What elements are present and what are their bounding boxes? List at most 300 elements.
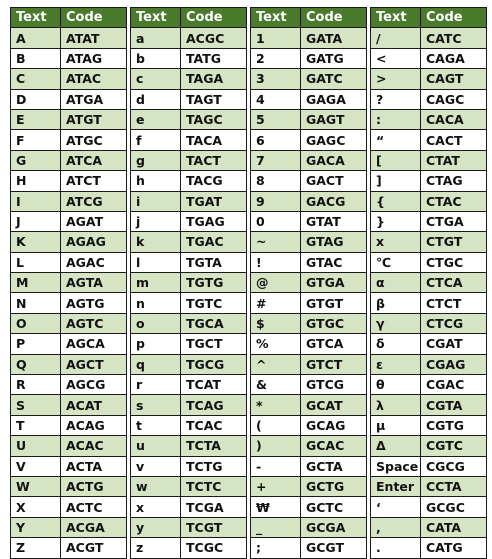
header-row xyxy=(371,8,487,28)
code-cell: ATAT xyxy=(61,28,127,48)
text-cell: J xyxy=(11,211,61,231)
text-cell: θ xyxy=(371,375,421,395)
table-row xyxy=(371,273,487,293)
table-row xyxy=(11,273,127,293)
table-row xyxy=(251,191,367,211)
text-cell: Q xyxy=(11,354,61,374)
text-cell: w xyxy=(131,476,181,496)
text-cell: a xyxy=(131,28,181,48)
table-row xyxy=(371,476,487,496)
code-cell: CATG xyxy=(421,538,487,558)
code-cell: AGAG xyxy=(61,232,127,252)
text-cell: R xyxy=(11,375,61,395)
code-cell: CTCG xyxy=(421,313,487,333)
code-cell: ATAC xyxy=(61,69,127,89)
text-cell: s xyxy=(131,395,181,415)
table-row xyxy=(251,109,367,129)
code-cell: GCTC xyxy=(301,497,367,517)
text-cell: > xyxy=(371,69,421,89)
code-cell: AGCG xyxy=(61,375,127,395)
table-row xyxy=(251,89,367,109)
table-row xyxy=(131,130,247,150)
table-row xyxy=(11,89,127,109)
table-row xyxy=(11,293,127,313)
text-cell: ₩ xyxy=(251,497,301,517)
text-cell: E xyxy=(11,109,61,129)
code-cell: GTAG xyxy=(301,232,367,252)
table-row xyxy=(371,191,487,211)
table-row xyxy=(131,28,247,48)
code-cell: AGTG xyxy=(61,293,127,313)
text-cell: 6 xyxy=(251,130,301,150)
text-cell: i xyxy=(131,191,181,211)
text-cell: r xyxy=(131,375,181,395)
table-row xyxy=(251,415,367,435)
code-cell: GTCA xyxy=(301,334,367,354)
table-row xyxy=(11,375,127,395)
text-cell: v xyxy=(131,456,181,476)
code-cell: GCTA xyxy=(301,456,367,476)
table-row xyxy=(131,232,247,252)
text-cell: α xyxy=(371,273,421,293)
code-cell: TGCA xyxy=(181,313,247,333)
code-cell: TGTC xyxy=(181,293,247,313)
text-cell: f xyxy=(131,130,181,150)
text-cell: } xyxy=(371,211,421,231)
text-cell: ‘ xyxy=(371,497,421,517)
text-cell: H xyxy=(11,171,61,191)
code-cell: CGTA xyxy=(421,395,487,415)
text-cell: % xyxy=(251,334,301,354)
table-row xyxy=(11,436,127,456)
table-row xyxy=(371,538,487,558)
code-cell: AGTC xyxy=(61,313,127,333)
table-row xyxy=(371,232,487,252)
table-row xyxy=(131,415,247,435)
table-row xyxy=(131,69,247,89)
text-cell: ? xyxy=(371,89,421,109)
table-row xyxy=(11,109,127,129)
header-text: Text xyxy=(371,8,421,28)
code-cell: ACGT xyxy=(61,538,127,558)
code-cell: GATC xyxy=(301,69,367,89)
code-cell: AGAT xyxy=(61,211,127,231)
table-row xyxy=(371,354,487,374)
code-cell: CTAG xyxy=(421,171,487,191)
text-cell: I xyxy=(11,191,61,211)
text-cell: t xyxy=(131,415,181,435)
text-cell: ε xyxy=(371,354,421,374)
text-cell: * xyxy=(251,395,301,415)
code-cell: GTGT xyxy=(301,293,367,313)
text-cell: V xyxy=(11,456,61,476)
code-cell: CTCA xyxy=(421,273,487,293)
code-cell: GTAC xyxy=(301,252,367,272)
table-row xyxy=(11,313,127,333)
code-cell: ACTA xyxy=(61,456,127,476)
text-cell: 2 xyxy=(251,48,301,68)
table-row xyxy=(11,456,127,476)
table-row xyxy=(131,211,247,231)
code-cell: TGAG xyxy=(181,211,247,231)
code-cell: ATCT xyxy=(61,171,127,191)
code-cell: TACG xyxy=(181,171,247,191)
text-cell: γ xyxy=(371,313,421,333)
table-row xyxy=(371,436,487,456)
code-table-digits-symbols xyxy=(250,7,367,559)
code-cell: CCTA xyxy=(421,476,487,496)
table-row xyxy=(371,375,487,395)
code-cell: GTGC xyxy=(301,313,367,333)
text-cell: q xyxy=(131,354,181,374)
code-cell: ATCA xyxy=(61,150,127,170)
text-cell: u xyxy=(131,436,181,456)
header-row xyxy=(131,8,247,28)
code-cell: ACAC xyxy=(61,436,127,456)
table-row xyxy=(251,497,367,517)
code-cell: TCTA xyxy=(181,436,247,456)
text-cell: Z xyxy=(11,538,61,558)
header-code: Code xyxy=(61,8,127,28)
code-cell: CACT xyxy=(421,130,487,150)
code-cell: ACAT xyxy=(61,395,127,415)
table-row xyxy=(11,211,127,231)
code-cell: CTGC xyxy=(421,252,487,272)
table-row xyxy=(251,456,367,476)
table-row xyxy=(251,171,367,191)
code-cell: TCGC xyxy=(181,538,247,558)
text-cell: y xyxy=(131,517,181,537)
text-cell: G xyxy=(11,150,61,170)
table-row xyxy=(131,476,247,496)
code-cell: ACGA xyxy=(61,517,127,537)
code-cell: CTCT xyxy=(421,293,487,313)
code-cell: AGCA xyxy=(61,334,127,354)
table-row xyxy=(131,293,247,313)
table-row xyxy=(11,232,127,252)
table-row xyxy=(131,497,247,517)
table-row xyxy=(371,293,487,313)
text-cell: l xyxy=(131,252,181,272)
text-cell: ] xyxy=(371,171,421,191)
table-row xyxy=(371,313,487,333)
code-cell: AGAC xyxy=(61,252,127,272)
table-row xyxy=(11,48,127,68)
code-cell: GTCT xyxy=(301,354,367,374)
text-cell: 9 xyxy=(251,191,301,211)
table-row xyxy=(251,538,367,558)
table-row xyxy=(371,497,487,517)
table-row xyxy=(131,354,247,374)
text-cell: ( xyxy=(251,415,301,435)
code-cell: CATA xyxy=(421,517,487,537)
table-row xyxy=(11,150,127,170)
table-row xyxy=(131,538,247,558)
text-cell: [ xyxy=(371,150,421,170)
text-cell: 1 xyxy=(251,28,301,48)
code-cell: TGTA xyxy=(181,252,247,272)
code-cell: TCTC xyxy=(181,476,247,496)
table-row xyxy=(251,48,367,68)
text-cell: F xyxy=(11,130,61,150)
text-cell: P xyxy=(11,334,61,354)
text-cell: x xyxy=(371,232,421,252)
table-row xyxy=(371,395,487,415)
code-cell: ACTC xyxy=(61,497,127,517)
table-row xyxy=(11,252,127,272)
code-cell: GCAC xyxy=(301,436,367,456)
text-cell: d xyxy=(131,89,181,109)
text-cell: 8 xyxy=(251,171,301,191)
table-row xyxy=(131,456,247,476)
table-row xyxy=(131,334,247,354)
text-cell: S xyxy=(11,395,61,415)
code-cell: TGCT xyxy=(181,334,247,354)
code-cell: CGAC xyxy=(421,375,487,395)
code-cell: GTAT xyxy=(301,211,367,231)
table-row xyxy=(251,211,367,231)
text-cell: j xyxy=(131,211,181,231)
text-cell: k xyxy=(131,232,181,252)
table-row xyxy=(371,89,487,109)
text-cell: δ xyxy=(371,334,421,354)
text-cell: $ xyxy=(251,313,301,333)
text-cell: W xyxy=(11,476,61,496)
text-cell: n xyxy=(131,293,181,313)
code-cell: ATCG xyxy=(61,191,127,211)
text-cell: Space xyxy=(371,456,421,476)
code-cell: TCGA xyxy=(181,497,247,517)
text-cell: & xyxy=(251,375,301,395)
table-row xyxy=(131,517,247,537)
code-cell: TGAC xyxy=(181,232,247,252)
table-row xyxy=(371,48,487,68)
text-cell: z xyxy=(131,538,181,558)
table-row xyxy=(11,538,127,558)
text-cell: Enter xyxy=(371,476,421,496)
text-cell: T xyxy=(11,415,61,435)
table-row xyxy=(11,334,127,354)
code-cell: ACGC xyxy=(181,28,247,48)
table-row xyxy=(251,395,367,415)
code-cell: TCAT xyxy=(181,375,247,395)
code-cell: CAGC xyxy=(421,89,487,109)
table-row xyxy=(131,109,247,129)
text-cell: _ xyxy=(251,517,301,537)
code-cell: TAGC xyxy=(181,109,247,129)
code-cell: ACTG xyxy=(61,476,127,496)
code-cell: AGCT xyxy=(61,354,127,374)
code-cell: GCGT xyxy=(301,538,367,558)
text-cell: x xyxy=(131,497,181,517)
text-cell: M xyxy=(11,273,61,293)
table-row xyxy=(371,130,487,150)
table-row xyxy=(131,171,247,191)
code-cell: GCTG xyxy=(301,476,367,496)
text-cell: 4 xyxy=(251,89,301,109)
header-text: Text xyxy=(11,8,61,28)
code-cell: ATGA xyxy=(61,89,127,109)
text-cell: 7 xyxy=(251,150,301,170)
code-table-lowercase xyxy=(130,7,247,559)
table-row xyxy=(11,171,127,191)
code-cell: GCGC xyxy=(421,497,487,517)
table-row xyxy=(251,293,367,313)
table-row xyxy=(251,232,367,252)
table-row xyxy=(131,375,247,395)
text-cell: ! xyxy=(251,252,301,272)
text-cell: : xyxy=(371,109,421,129)
table-row xyxy=(131,273,247,293)
code-cell: GCAG xyxy=(301,415,367,435)
text-cell: , xyxy=(371,517,421,537)
table-row xyxy=(371,334,487,354)
code-cell: TAGT xyxy=(181,89,247,109)
code-cell: CACA xyxy=(421,109,487,129)
text-cell: 0 xyxy=(251,211,301,231)
text-cell: K xyxy=(11,232,61,252)
text-cell: h xyxy=(131,171,181,191)
text-cell: β xyxy=(371,293,421,313)
table-row xyxy=(11,28,127,48)
table-row xyxy=(11,517,127,537)
header-code: Code xyxy=(421,8,487,28)
table-row xyxy=(11,395,127,415)
table-row xyxy=(131,48,247,68)
code-cell: GACG xyxy=(301,191,367,211)
text-cell: . xyxy=(371,538,421,558)
text-cell: m xyxy=(131,273,181,293)
header-text: Text xyxy=(131,8,181,28)
table-row xyxy=(371,109,487,129)
text-cell: 3 xyxy=(251,69,301,89)
text-cell: o xyxy=(131,313,181,333)
code-cell: TAGA xyxy=(181,69,247,89)
code-cell: TGTG xyxy=(181,273,247,293)
code-cell: ATGT xyxy=(61,109,127,129)
code-cell: GACA xyxy=(301,150,367,170)
header-code: Code xyxy=(181,8,247,28)
table-row xyxy=(251,354,367,374)
text-cell: L xyxy=(11,252,61,272)
table-row xyxy=(251,313,367,333)
code-cell: CGAT xyxy=(421,334,487,354)
code-cell: CGTC xyxy=(421,436,487,456)
table-row xyxy=(371,171,487,191)
code-cell: TACA xyxy=(181,130,247,150)
text-cell: U xyxy=(11,436,61,456)
text-cell: C xyxy=(11,69,61,89)
text-cell: ) xyxy=(251,436,301,456)
header-row xyxy=(11,8,127,28)
text-cell: D xyxy=(11,89,61,109)
code-cell: GCAT xyxy=(301,395,367,415)
code-cell: CGAG xyxy=(421,354,487,374)
table-row xyxy=(371,517,487,537)
code-cell: CAGT xyxy=(421,69,487,89)
table-row xyxy=(371,150,487,170)
text-cell: c xyxy=(131,69,181,89)
table-row xyxy=(251,375,367,395)
header-row xyxy=(251,8,367,28)
table-row xyxy=(131,313,247,333)
code-cell: ATGC xyxy=(61,130,127,150)
table-row xyxy=(131,89,247,109)
code-cell: CGTG xyxy=(421,415,487,435)
code-cell: TGAT xyxy=(181,191,247,211)
table-row xyxy=(251,69,367,89)
code-cell: TATG xyxy=(181,48,247,68)
table-row xyxy=(251,150,367,170)
code-table-uppercase xyxy=(10,7,127,559)
table-row xyxy=(11,69,127,89)
code-cell: CAGA xyxy=(421,48,487,68)
table-row xyxy=(251,436,367,456)
code-cell: GAGT xyxy=(301,109,367,129)
code-cell: GTCG xyxy=(301,375,367,395)
code-cell: ACAG xyxy=(61,415,127,435)
header-code: Code xyxy=(301,8,367,28)
text-cell: g xyxy=(131,150,181,170)
text-cell: N xyxy=(11,293,61,313)
table-row xyxy=(251,28,367,48)
table-row xyxy=(371,211,487,231)
code-cell: CTAC xyxy=(421,191,487,211)
text-cell: Δ xyxy=(371,436,421,456)
code-cell: CTAT xyxy=(421,150,487,170)
text-cell: “ xyxy=(371,130,421,150)
code-cell: GCGA xyxy=(301,517,367,537)
text-cell: Y xyxy=(11,517,61,537)
text-cell: # xyxy=(251,293,301,313)
code-cell: TACT xyxy=(181,150,247,170)
text-cell: ^ xyxy=(251,354,301,374)
text-cell: O xyxy=(11,313,61,333)
text-cell: p xyxy=(131,334,181,354)
code-cell: GAGA xyxy=(301,89,367,109)
table-row xyxy=(251,252,367,272)
text-cell: ; xyxy=(251,538,301,558)
table-row xyxy=(131,150,247,170)
text-cell: b xyxy=(131,48,181,68)
table-row xyxy=(371,252,487,272)
text-cell: μ xyxy=(371,415,421,435)
code-cell: CATC xyxy=(421,28,487,48)
code-cell: CTGA xyxy=(421,211,487,231)
code-cell: TCAC xyxy=(181,415,247,435)
text-cell: < xyxy=(371,48,421,68)
code-tables-area xyxy=(10,7,488,556)
table-row xyxy=(251,130,367,150)
code-cell: GATA xyxy=(301,28,367,48)
text-cell: B xyxy=(11,48,61,68)
table-row xyxy=(251,273,367,293)
code-cell: TGCG xyxy=(181,354,247,374)
table-row xyxy=(131,252,247,272)
table-row xyxy=(11,476,127,496)
text-cell: λ xyxy=(371,395,421,415)
text-cell: 5 xyxy=(251,109,301,129)
table-row xyxy=(131,395,247,415)
table-row xyxy=(11,354,127,374)
text-cell: ℃ xyxy=(371,252,421,272)
text-cell: e xyxy=(131,109,181,129)
table-row xyxy=(131,191,247,211)
table-row xyxy=(251,476,367,496)
text-cell: { xyxy=(371,191,421,211)
table-row xyxy=(11,497,127,517)
table-row xyxy=(11,130,127,150)
